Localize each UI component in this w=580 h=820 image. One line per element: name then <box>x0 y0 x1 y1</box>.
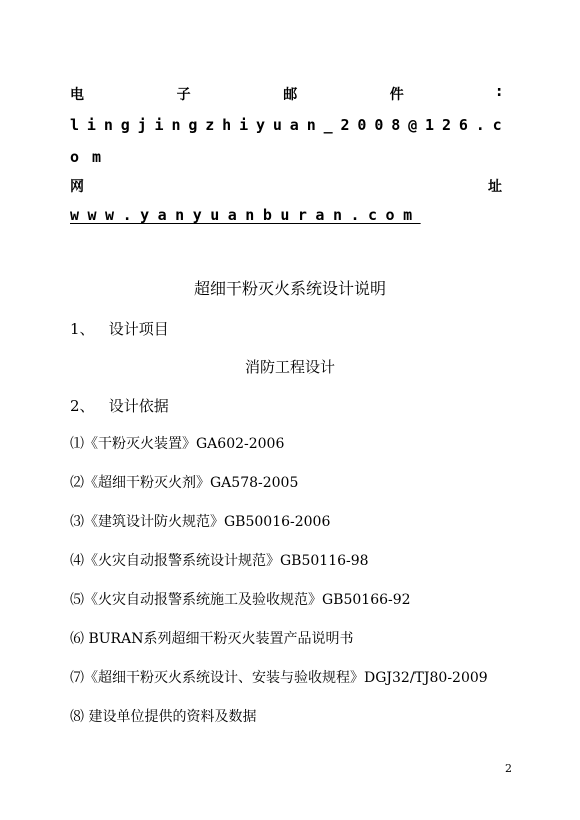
email-char: 8 <box>391 116 401 134</box>
reference-item: ⑷《火灾自动报警系统设计规范》GB50116-98 <box>70 553 369 569</box>
email-char: u <box>272 116 282 134</box>
website-label-char: 网 <box>70 179 84 195</box>
email-char: i <box>86 116 96 134</box>
email-label-char: 电 <box>70 87 84 103</box>
email-char: g <box>120 116 130 134</box>
reference-item: ⑴《干粉灭火装置》GA602-2006 <box>70 436 285 452</box>
section-content: 消防工程设计 <box>244 358 335 376</box>
section-heading <box>70 318 169 339</box>
page-number: 2 <box>505 762 512 775</box>
section-number: 1、 <box>70 320 95 338</box>
section-number: 2、 <box>70 397 95 415</box>
email-char: h <box>222 116 232 134</box>
email-label-char: : <box>496 84 502 100</box>
email-char: j <box>137 116 147 134</box>
document-title: 超细干粉灭火系统设计说明 <box>193 279 386 298</box>
email-char: z <box>205 116 215 134</box>
section-heading <box>70 395 169 416</box>
email-char: i <box>154 116 164 134</box>
email-label-char: 件 <box>389 87 404 103</box>
email-char: _ <box>323 116 333 134</box>
reference-item: ⑺《超细干粉灭火系统设计、安装与验收规程》DGJ32/TJ80-2009 <box>70 670 488 686</box>
reference-item: ⑻ 建设单位提供的资料及数据 <box>70 709 257 725</box>
email-char: g <box>188 116 198 134</box>
reference-item: ⑶《建筑设计防火规范》GB50016-2006 <box>70 514 331 530</box>
section-title: 设计项目 <box>108 320 169 338</box>
email-char: n <box>171 116 181 134</box>
section-title: 设计依据 <box>108 397 169 415</box>
reference-item: ⑹ BURAN系列超细干粉灭火装置产品说明书 <box>70 631 354 647</box>
website-label <box>70 176 502 196</box>
email-char: 6 <box>458 116 468 134</box>
email-char: . <box>475 116 485 134</box>
email-char: n <box>103 116 113 134</box>
email-address <box>70 116 502 134</box>
email-char: n <box>306 116 316 134</box>
reference-item: ⑵《超细干粉灭火剂》GA578-2005 <box>70 475 299 491</box>
email-char: c <box>492 116 502 134</box>
email-char: 2 <box>441 116 451 134</box>
email-label-char: 子 <box>176 87 191 103</box>
email-char: a <box>289 116 299 134</box>
email-label-char: 邮 <box>283 87 298 103</box>
email-char: i <box>239 116 249 134</box>
email-address-continued: om <box>70 148 115 166</box>
email-char: @ <box>408 116 418 134</box>
email-char: l <box>70 116 80 134</box>
email-char: 2 <box>340 116 350 134</box>
email-label <box>70 84 502 104</box>
website-url[interactable]: www.yanyuanburan.com <box>70 206 421 224</box>
reference-item: ⑸《火灾自动报警系统施工及验收规范》GB50166-92 <box>70 592 411 608</box>
email-char: 0 <box>374 116 384 134</box>
email-char: 0 <box>357 116 367 134</box>
email-char: 1 <box>425 116 435 134</box>
email-char: y <box>255 116 265 134</box>
website-label-char: 址 <box>488 179 502 195</box>
